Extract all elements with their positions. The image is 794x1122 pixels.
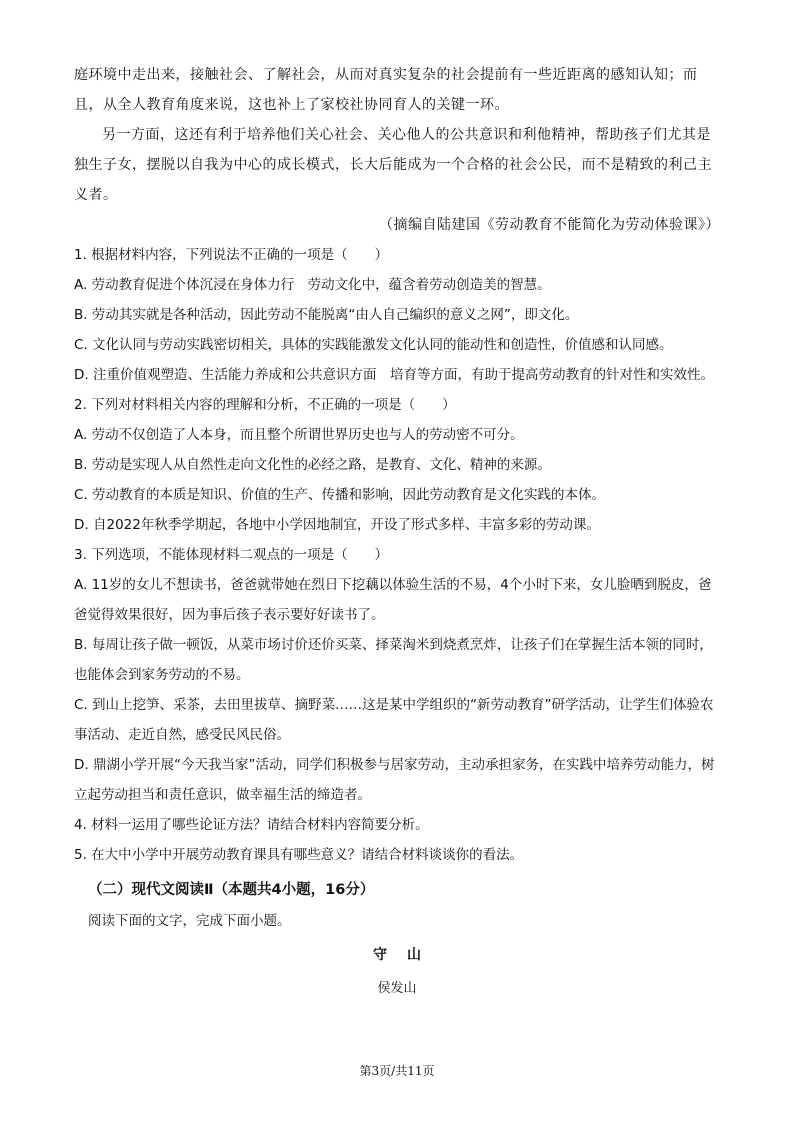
question-2 [74,390,720,540]
question-3-option-b: B. 每周让孩子做一顿饭，从菜市场讨价还价买菜、择菜淘米到烧煮烹炸，让孩子们在掌握生活本领的同时，也能体会到家务劳动的不易。 [74,637,713,683]
question-1 [74,240,720,390]
question-1-option-d: D. 注重价值观塑造、生活能力养成和公共意识方面 培育等方面，有助于提高劳动教育的针对性和实效性。 [74,367,714,383]
question-2-option-d: D. 自2022年秋季学期起，各地中小学因地制宜，开设了形式多样、丰富多彩的劳动课。 [74,517,600,533]
question-1-option-c: C. 文化认同与劳动实践密切相关，具体的实践能激发文化认同的能动性和创造性，价值感和认同感。 [74,337,673,353]
story-title: 守山 [373,947,441,963]
question-1-stem: 1. 根据材料内容，下列说法不正确的一项是（ ） [74,247,389,263]
question-1-option-a: A. 劳动教育促进个体沉浸在身体力行 劳动文化中，蕴含着劳动创造美的智慧。 [74,277,551,293]
question-2-option-b: B. 劳动是实现人从自然性走向文化性的必经之路，是教育、文化、精神的来源。 [74,457,551,473]
question-5: 5. 在大中小学中开展劳动教育课具有哪些意义？请结合材料谈谈你的看法。 [74,847,524,863]
passage-paragraph-2: 另一方面，这还有利于培养他们关心社会、关心他人的公共意识和利他精神，帮助孩子们尤其是独生子女，摆脱以自我为中心的成长模式，长大后能成为一个合格的社会公民，而不是精致的利己主义者。 [74,127,712,203]
exam-page [74,60,720,1004]
question-2-stem: 2. 下列对材料相关内容的理解和分析，不正确的一项是（ ） [74,397,456,413]
passage-source: （摘编自陆建国《劳动教育不能简化为劳动体验课》） [379,217,720,233]
question-3-stem: 3. 下列选项，不能体现材料二观点的一项是（ ） [74,547,389,563]
question-4: 4. 材料一运用了哪些论证方法？请结合材料内容简要分析。 [74,817,429,833]
question-1-option-b: B. 劳动其实就是各种活动，因此劳动不能脱离“由人自己编织的意义之网”，即文化。 [74,307,579,323]
question-3 [74,540,720,810]
section-2-title: （二）现代文阅读Ⅱ（本题共4小题，16分） [88,882,375,898]
question-2-option-a: A. 劳动不仅创造了人本身，而且整个所谓世界历史也与人的劳动密不可分。 [74,427,524,443]
question-3-option-c: C. 到山上挖笋、采茶，去田里拔草、摘野菜……这是某中学组织的“新劳动教育”研学活动，让学生们体验农事活动、走近自然，感受民风民俗。 [74,697,714,743]
question-2-option-c: C. 劳动教育的本质是知识、价值的生产、传播和影响，因此劳动教育是文化实践的本体。 [74,487,606,503]
question-3-option-d: D. 鼎湖小学开展“今天我当家”活动，同学们积极参与居家劳动，主动承担家务，在实践中培养劳动能力，树立起劳动担当和责任意识，做幸福生活的缔造者。 [74,757,715,803]
section-2-instruction: 阅读下面的文字，完成下面小题。 [88,913,291,929]
question-3-option-a: A. 11岁的女儿不想读书，爸爸就带她在烈日下挖藕以体验生活的不易，4个小时下来，女儿脸晒到脱皮，爸爸觉得效果很好，因为事后孩子表示要好好读书了。 [74,577,712,623]
page-footer: 第3页/共11页 [359,1064,435,1078]
story-author: 侯发山 [377,981,417,996]
passage-paragraph-1: 庭环境中走出来，接触社会、了解社会，从而对真实复杂的社会提前有一些近距离的感知认知；而且，从全人教育角度来说，这也补上了家校社协同育人的关键一环。 [74,67,698,113]
